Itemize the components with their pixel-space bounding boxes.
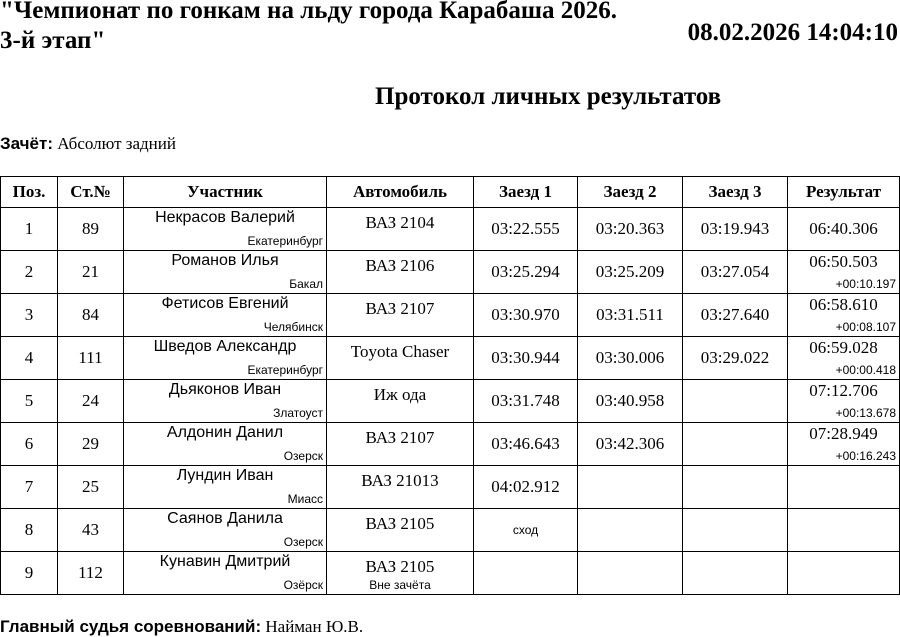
- participant-city: Озерск: [283, 449, 323, 463]
- start-number-cell: 29: [58, 423, 124, 466]
- position-cell: 5: [1, 380, 58, 423]
- heat-1-cell: 03:25.294: [474, 251, 578, 294]
- heat-3-cell: [683, 466, 788, 509]
- start-number-cell: 84: [58, 294, 124, 337]
- result-gap: +00:08.107: [835, 320, 896, 334]
- heat-2-cell: 03:40.958: [578, 380, 683, 423]
- heat-2-cell: [578, 466, 683, 509]
- group-label: Зачёт:: [0, 134, 53, 153]
- result-cell: [788, 380, 900, 423]
- participant-name: Кунавин Дмитрий: [159, 553, 291, 570]
- result-cell: [788, 423, 900, 466]
- participant-stack: [124, 552, 326, 594]
- start-number-cell: 111: [58, 337, 124, 380]
- participant-name: Романов Илья: [171, 252, 279, 269]
- column-header: Заезд 3: [683, 177, 788, 208]
- participant-name: Алдонин Данил: [166, 424, 284, 441]
- result-time: 06:59.028: [809, 338, 878, 357]
- car-name: ВАЗ 2107: [365, 428, 435, 447]
- print-datetime: 08.02.2026 14:04:10: [687, 19, 898, 46]
- start-number-cell: 43: [58, 509, 124, 552]
- participant-cell: [124, 208, 327, 251]
- group-line: [0, 134, 176, 154]
- heat-1-cell: 03:31.748: [474, 380, 578, 423]
- result-gap: +00:00.418: [835, 363, 896, 377]
- position-cell: 7: [1, 466, 58, 509]
- heat-3-cell: [683, 552, 788, 595]
- car-stack: [327, 380, 473, 422]
- participant-cell: [124, 337, 327, 380]
- participant-stack: [124, 294, 326, 336]
- participant-name: Дьяконов Иван: [168, 381, 282, 398]
- car-name: ВАЗ 2105: [365, 514, 435, 533]
- heat-3-cell: [683, 380, 788, 423]
- car-cell: [327, 423, 474, 466]
- table-row: [1, 509, 900, 552]
- start-number-cell: 112: [58, 552, 124, 595]
- table-row: [1, 337, 900, 380]
- heat-1-cell: [474, 552, 578, 595]
- car-stack: [327, 509, 473, 551]
- protocol-heading: Протокол личных результатов: [375, 83, 722, 110]
- participant-city: Челябинск: [263, 320, 323, 334]
- participant-city: Бакал: [289, 277, 323, 291]
- result-stack: [788, 294, 899, 336]
- participant-cell: [124, 294, 327, 337]
- heat-1-cell: 03:22.555: [474, 208, 578, 251]
- position-cell: 4: [1, 337, 58, 380]
- heat-2-cell: 03:20.363: [578, 208, 683, 251]
- result-stack: [788, 251, 899, 293]
- table-row: [1, 208, 900, 251]
- car-stack: [327, 552, 473, 594]
- participant-name: Шведов Александр: [153, 338, 297, 355]
- position-cell: 1: [1, 208, 58, 251]
- participant-cell: [124, 380, 327, 423]
- participant-stack: [124, 423, 326, 465]
- participant-stack: [124, 466, 326, 508]
- result-gap: +00:13.678: [835, 406, 896, 420]
- column-header: Автомобиль: [327, 177, 474, 208]
- heat-3-cell: [683, 423, 788, 466]
- position-cell: 2: [1, 251, 58, 294]
- results-table: [0, 176, 900, 595]
- start-number-cell: 25: [58, 466, 124, 509]
- start-number-cell: 21: [58, 251, 124, 294]
- column-header: Заезд 1: [474, 177, 578, 208]
- result-time: 07:12.706: [809, 381, 878, 400]
- participant-city: Озерск: [283, 535, 323, 549]
- car-cell: [327, 552, 474, 595]
- participant-stack: [124, 208, 326, 250]
- result-time: 06:58.610: [809, 295, 878, 314]
- group-value: Абсолют задний: [57, 134, 176, 153]
- participant-name: Лундин Иван: [176, 467, 274, 484]
- car-cell: [327, 380, 474, 423]
- table-row: [1, 423, 900, 466]
- car-cell: [327, 466, 474, 509]
- car-stack: [327, 208, 473, 250]
- car-name: ВАЗ 2104: [365, 213, 435, 232]
- position-cell: 8: [1, 509, 58, 552]
- car-cell: [327, 509, 474, 552]
- column-header: Ст.№: [58, 177, 124, 208]
- result-gap: +00:16.243: [835, 449, 896, 463]
- participant-name: Фетисов Евгений: [161, 295, 289, 312]
- result-cell: [788, 466, 900, 509]
- car-cell: [327, 337, 474, 380]
- table-row: [1, 466, 900, 509]
- car-name: Toyota Chaser: [350, 342, 450, 361]
- table-row: [1, 251, 900, 294]
- column-header: Участник: [124, 177, 327, 208]
- heat-3-cell: 03:19.943: [683, 208, 788, 251]
- participant-city: Екатеринбург: [247, 363, 323, 377]
- participant-cell: [124, 552, 327, 595]
- car-stack: [327, 251, 473, 293]
- participant-name: Некрасов Валерий: [155, 209, 295, 226]
- participant-city: Миасс: [287, 492, 323, 506]
- heat-1-cell: 03:30.970: [474, 294, 578, 337]
- heat-2-cell: [578, 552, 683, 595]
- heat-2-cell: [578, 509, 683, 552]
- table-row: [1, 294, 900, 337]
- participant-stack: [124, 337, 326, 379]
- table-header-row: [1, 177, 900, 208]
- car-name: ВАЗ 2106: [365, 256, 435, 275]
- column-header: Заезд 2: [578, 177, 683, 208]
- heat-2-cell: 03:25.209: [578, 251, 683, 294]
- participant-cell: [124, 509, 327, 552]
- start-number-cell: 24: [58, 380, 124, 423]
- participant-city: Златоуст: [273, 406, 323, 420]
- participant-cell: [124, 423, 327, 466]
- table-row: [1, 380, 900, 423]
- result-gap: +00:10.197: [835, 277, 896, 291]
- result-stack: [788, 337, 899, 379]
- car-stack: [327, 294, 473, 336]
- participant-stack: [124, 509, 326, 551]
- result-time: 07:28.949: [809, 424, 878, 443]
- column-header: Поз.: [1, 177, 58, 208]
- car-name: ВАЗ 2107: [365, 299, 435, 318]
- result-cell: [788, 294, 900, 337]
- car-cell: [327, 208, 474, 251]
- result-cell: 06:40.306: [788, 208, 900, 251]
- heat-3-cell: 03:27.054: [683, 251, 788, 294]
- participant-city: Екатеринбург: [247, 234, 323, 248]
- heat-1-cell: 03:30.944: [474, 337, 578, 380]
- position-cell: 9: [1, 552, 58, 595]
- heat-2-cell: 03:30.006: [578, 337, 683, 380]
- result-cell: [788, 251, 900, 294]
- car-name: ВАЗ 21013: [361, 471, 439, 490]
- table-body: [1, 208, 900, 595]
- table-row: [1, 552, 900, 595]
- judge-label: Главный судья соревнований:: [0, 617, 262, 636]
- participant-cell: [124, 466, 327, 509]
- car-name: Иж ода: [373, 385, 427, 404]
- result-cell: [788, 337, 900, 380]
- result-cell: [788, 509, 900, 552]
- participant-cell: [124, 251, 327, 294]
- car-cell: [327, 251, 474, 294]
- result-time: 06:50.503: [809, 252, 878, 271]
- result-stack: [788, 423, 899, 465]
- heat-3-cell: [683, 509, 788, 552]
- position-cell: 6: [1, 423, 58, 466]
- car-stack: [327, 466, 473, 508]
- result-stack: [788, 380, 899, 422]
- judge-line: [0, 617, 363, 637]
- heat-1-cell: 04:02.912: [474, 466, 578, 509]
- heat-2-cell: 03:42.306: [578, 423, 683, 466]
- event-title: "Чемпионат по гонкам на льду города Карабаша 2026. 3-й этап": [0, 0, 617, 54]
- participant-stack: [124, 380, 326, 422]
- heat-3-cell: 03:29.022: [683, 337, 788, 380]
- position-cell: 3: [1, 294, 58, 337]
- heat-1-cell: сход: [474, 509, 578, 552]
- car-note: Вне зачёта: [369, 578, 431, 592]
- judge-name: Найман Ю.В.: [265, 617, 364, 636]
- heat-1-cell: 03:46.643: [474, 423, 578, 466]
- participant-city: Озёрск: [283, 578, 323, 592]
- car-stack: [327, 423, 473, 465]
- heat-2-cell: 03:31.511: [578, 294, 683, 337]
- column-header: Результат: [788, 177, 900, 208]
- car-name: ВАЗ 2105: [365, 557, 435, 576]
- participant-name: Саянов Данила: [167, 510, 283, 527]
- start-number-cell: 89: [58, 208, 124, 251]
- heat-3-cell: 03:27.640: [683, 294, 788, 337]
- car-cell: [327, 294, 474, 337]
- participant-stack: [124, 251, 326, 293]
- car-stack: [327, 337, 473, 379]
- result-cell: [788, 552, 900, 595]
